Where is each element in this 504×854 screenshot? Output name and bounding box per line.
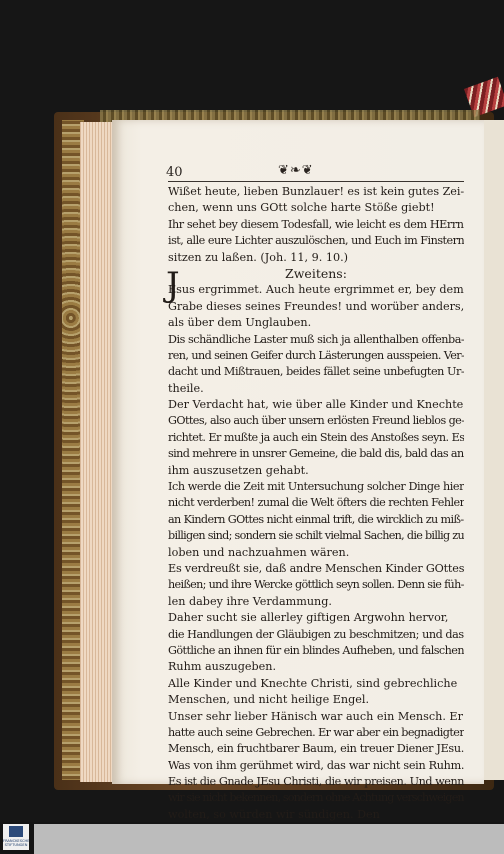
text-line: loben und nachzuahmen wären. bbox=[168, 545, 350, 559]
drop-capital: J bbox=[166, 265, 180, 305]
text-line: dacht und Mißtrauen, beides fället seine unbefugten Ur- bbox=[168, 365, 464, 379]
text-line: hatte auch seine Gebrechen. Er war aber ein begnadigter bbox=[168, 725, 464, 739]
text-line: ren, und seinen Geifer durch Lästerungen ausspeien. Ver- bbox=[168, 348, 464, 362]
text-line: Ruhm auszugeben. bbox=[168, 660, 277, 674]
text-line: Es ist die Gnade JEsu Christi, die wir preisen. Und wenn bbox=[168, 775, 464, 789]
text-line: ihm auszusetzen gehabt. bbox=[168, 463, 309, 477]
facing-page-edge bbox=[484, 120, 504, 780]
text-line: als über dem Unglauben. bbox=[168, 316, 312, 330]
text-line: Alle Kinder und Knechte Christi, sind gebrechliche bbox=[168, 676, 458, 690]
text-line: Menschen, und nicht heilige Engel. bbox=[168, 693, 370, 707]
text-line: nicht verderben! zumal die Welt öfters die rechten Fehler bbox=[168, 496, 464, 510]
text-line: GOttes, also auch über unsern erlösten Freund lieblos ge- bbox=[168, 414, 464, 428]
text-line: Daher sucht sie allerley giftigen Argwohn hervor, bbox=[168, 611, 449, 625]
text-line: Der Verdacht hat, wie über alle Kinder und Knechte bbox=[168, 398, 464, 412]
page-number: 40 bbox=[166, 165, 183, 180]
page-text bbox=[168, 184, 464, 823]
text-line: Grabe dieses seines Freundes! und worüber anders, bbox=[168, 299, 464, 313]
text-line: wolten, so würden wir sündigen. Den bbox=[168, 807, 380, 821]
text-line: die Handlungen der Gläubigen zu beschmitzen; und das bbox=[168, 627, 464, 641]
header-ornament: ❦❧❦ bbox=[278, 163, 314, 178]
viewer-footer-bar bbox=[34, 824, 504, 854]
text-line: len dabey ihre Verdammung. bbox=[168, 594, 332, 608]
text-line: theile. bbox=[168, 381, 204, 395]
header-rule bbox=[168, 181, 464, 182]
text-line: Es verdreußt sie, daß andre Menschen Kinder GOttes bbox=[168, 561, 464, 575]
text-line: sind mehrere in unsrer Gemeine, die bald dis, bald das an bbox=[168, 447, 464, 461]
text-line: Göttliche an ihnen für ein blindes Aufheben, und falschen bbox=[168, 643, 464, 657]
text-line: heißen; und ihre Wercke göttlich seyn sollen. Denn sie füh- bbox=[168, 578, 464, 592]
text-line: Mensch, ein fruchtbarer Baum, ein treuer Diener JEsu. bbox=[168, 742, 464, 756]
text-line: Unser sehr lieber Hänisch war auch ein Mensch. Er bbox=[168, 709, 463, 723]
text-line: chen, wenn uns GOtt solche harte Stöße giebt! bbox=[168, 201, 435, 215]
text-line: Ihr sehet bey diesem Todesfall, wie leicht es dem HErrn bbox=[168, 217, 464, 231]
text-line: Ich werde die Zeit mit Untersuchung solcher Dinge hier bbox=[168, 480, 464, 494]
text-line: sitzen zu laßen. (Joh. 11, 9. 10.) bbox=[168, 250, 349, 264]
text-line: Wißet heute, lieben Bunzlauer! es ist kein gutes Zei- bbox=[168, 185, 464, 198]
text-line: billigen sind; sondern sie schilt vielmal Sachen, die billig zu bbox=[168, 529, 464, 543]
text-line: wir sie nicht bekennen, sondern ohne Achtung verschweigen bbox=[168, 791, 464, 805]
text-line: richtet. Er mußte ja auch ein Stein des Anstoßes seyn. Es bbox=[168, 430, 464, 444]
logo-text: FRANCKESCHE STIFTUNGEN bbox=[3, 839, 30, 848]
text-line: an Kindern GOttes nicht einmal trift, die wircklich zu miß- bbox=[168, 512, 464, 526]
building-icon bbox=[9, 826, 23, 837]
text-line: ist, alle eure Lichter auszulöschen, und Euch im Finstern bbox=[168, 234, 464, 248]
text-line: Dis schändliche Laster muß sich ja allenthalben offenba- bbox=[168, 332, 464, 346]
section-heading: Zweitens: bbox=[285, 265, 347, 281]
text-line: Was von ihm gerühmet wird, das war nicht sein Ruhm. bbox=[168, 758, 464, 772]
library-logo bbox=[3, 824, 29, 850]
text-line: Esus ergrimmet. Auch heute ergrimmet er, bey dem bbox=[168, 283, 464, 297]
